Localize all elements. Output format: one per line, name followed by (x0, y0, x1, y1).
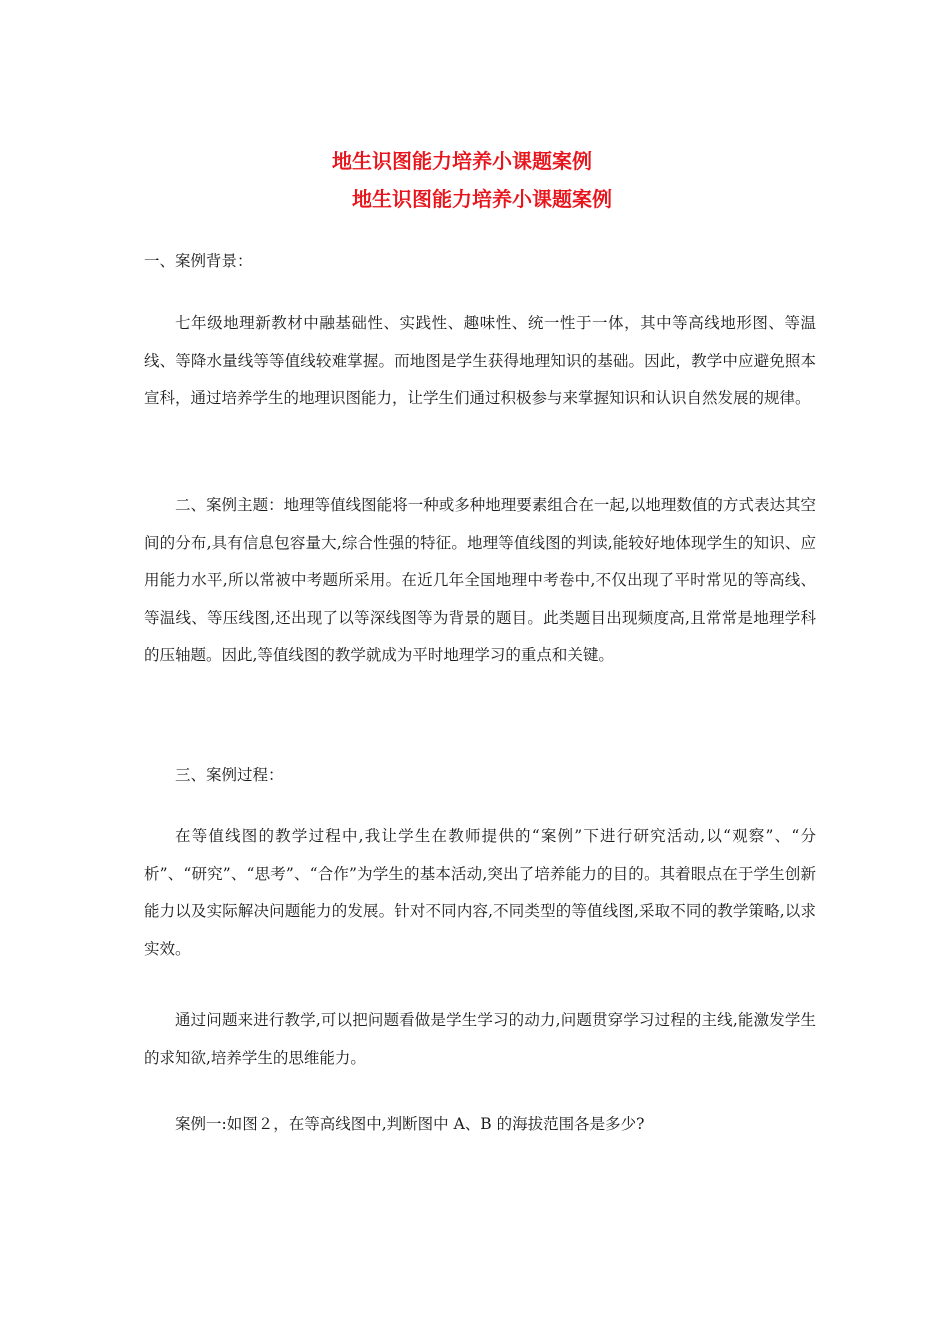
paragraph-theme: 二、案例主题：地理等值线图能将一种或多种地理要素组合在一起,以地理数值的方式表达其空间的分布,具有信息包容量大,综合性强的特征。地理等值线图的判读,能较好地体现学生的知识、应用能力水平,所以常被中考题所采用。在近几年全国地理中考卷中,不仅出现了平时常见的等高线、等温线、等压线图,还出现了以等深线图等为背景的题目。此类题目出现频度高,且常常是地理学科的压轴题。因此,等值线图的教学就成为平时地理学习的重点和关键。 (144, 496, 816, 664)
paragraph-background: 七年级地理新教材中融基础性、实践性、趣味性、统一性于一体，其中等高线地形图、等温线、等降水量线等等值线较难掌握。而地图是学生获得地理知识的基础。因此，教学中应避免照本宣科，通过培养学生的地理识图能力，让学生们通过积极参与来掌握知识和认识自然发展的规律。 (144, 314, 816, 407)
paragraph-process: 在等值线图的教学过程中,我让学生在教师提供的“案例”下进行研究活动,以“观察”、“分析”、“研究”、“思考”、“合作”为学生的基本活动,突出了培养能力的目的。其着眼点在于学生创新能力以及实际解决问题能力的发展。针对不同内容,不同类型的等值线图,采取不同的教学策略,以求实效。 (144, 827, 816, 958)
section-heading-background: 一、案例背景： (144, 252, 253, 270)
document-title: 地生识图能力培养小课题案例 (332, 149, 592, 173)
document-subtitle: 地生识图能力培养小课题案例 (352, 187, 612, 211)
paragraph-question-teaching: 通过问题来进行教学,可以把问题看做是学生学习的动力,问题贯穿学习过程的主线,能激发学生的求知欲,培养学生的思维能力。 (144, 1011, 816, 1067)
section-heading-process: 三、案例过程： (175, 766, 284, 784)
paragraph-case-one: 案例一:如图２，在等高线图中,判断图中 A、B 的海拔范围各是多少? (175, 1115, 645, 1133)
